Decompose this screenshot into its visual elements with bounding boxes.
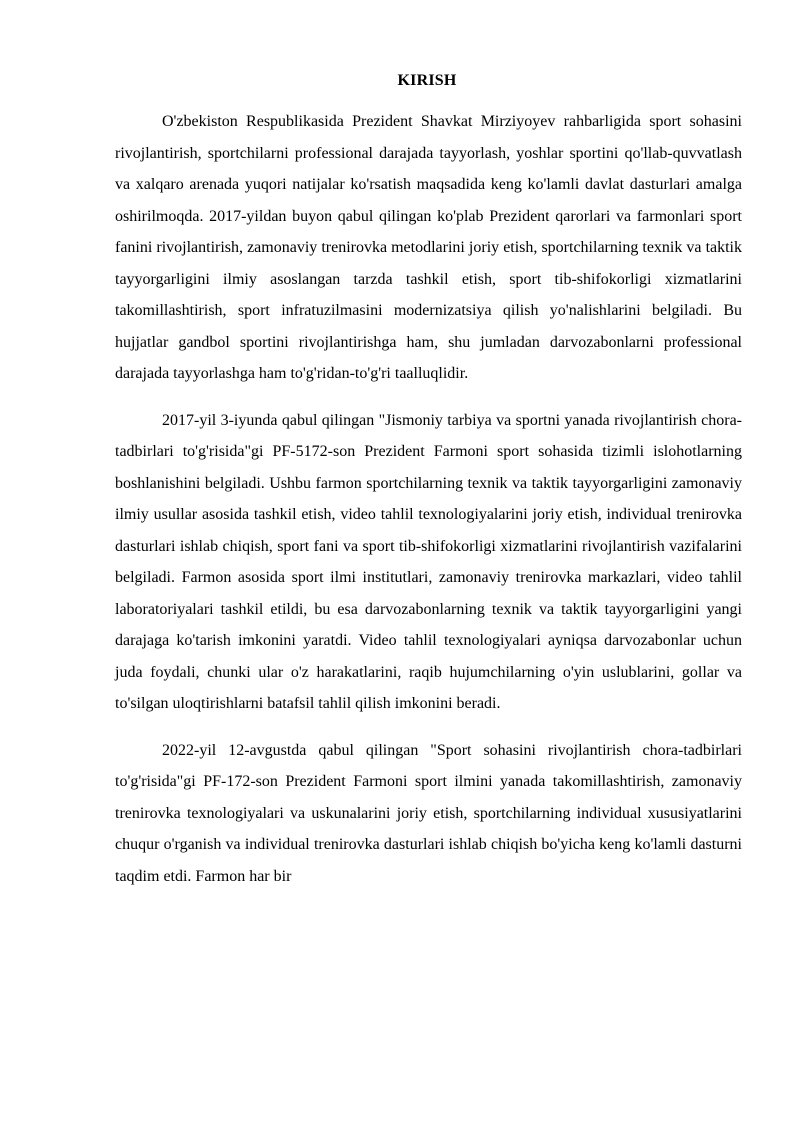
paragraph-3: 2022-yil 12-avgustda qabul qilingan "Sport sohasini rivojlantirish chora-tadbirlari to'g'risida"gi PF-172-son Prezident Farmoni sport ilmini yanada takomillashtirish, zamonaviy trenirovka texnologiyalari va uskunalarini joriy etish, sportchilarning individual xususiyatlarini chuqur o'rganish va individual trenirovka dasturlari ishlab chiqish bo'yicha keng ko'lamli dasturni taqdim etdi. Farmon har bir [115,741,742,885]
page-title: KIRISH [397,72,457,89]
document-body [115,106,742,892]
paragraph-2: 2017-yil 3-iyunda qabul qilingan "Jismoniy tarbiya va sportni yanada rivojlantirish chora-tadbirlari to'g'risida"gi PF-5172-son Prezident Farmoni sport sohasida tizimli islohotlarning boshlanishini belgiladi. Ushbu farmon sportchilarning texnik va taktik tayyorgarligini zamonaviy ilmiy usullar asosida tashkil etish, video tahlil texnologiyalarini joriy etish, individual trenirovka dasturlari ishlab chiqish, sport fani va sport tib-shifokorligi xizmatlarini rivojlantirish vazifalarini belgiladi. Farmon asosida sport ilmi institutlari, zamonaviy trenirovka markazlari, video tahlil laboratoriyalari tashkil etildi, bu esa darvozabonlarning texnik va taktik tayyorgarligini yangi darajaga ko'tarish imkonini yaratdi. Video tahlil texnologiyalari ayniqsa darvozabonlar uchun juda foydali, chunki ular o'z harakatlarini, raqib hujumchilarning o'yin uslublarini, gollar va to'silgan uloqtirishlarni batafsil tahlil qilish imkonini beradi. [115,411,742,712]
paragraph-1: O'zbekiston Respublikasida Prezident Shavkat Mirziyoyev rahbarligida sport sohasini rivojlantirish, sportchilarni professional darajada tayyorlash, yoshlar sportini qo'llab-quvvatlash va xalqaro arenada yuqori natijalar ko'rsatish maqsadida keng ko'lamli davlat dasturlari amalga oshirilmoqda. 2017-yildan buyon qabul qilingan ko'plab Prezident qarorlari va farmonlari sport fanini rivojlantirish, zamonaviy trenirovka metodlarini joriy etish, sportchilarning texnik va taktik tayyorgarligini ilmiy asoslangan tarzda tashkil etish, sport tib-shifokorligi xizmatlarini takomillashtirish, sport infratuzilmasini modernizatsiya qilish yo'nalishlarini belgiladi. Bu hujjatlar gandbol sportini rivojlantirishga ham, shu jumladan darvozabonlarni professional darajada tayyorlashga ham to'g'ridan-to'g'ri taalluqlidir. [115,113,742,382]
